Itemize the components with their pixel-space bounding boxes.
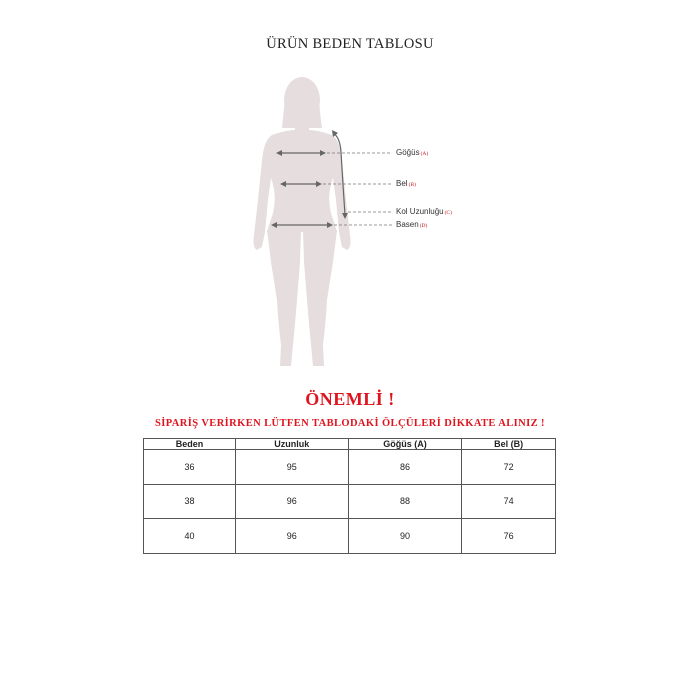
important-heading: ÖNEMLİ ! bbox=[305, 389, 395, 409]
size-table bbox=[143, 438, 556, 554]
table-cell: 96 bbox=[235, 484, 348, 519]
table-cell: 40 bbox=[144, 519, 236, 554]
table-header-row bbox=[144, 439, 556, 450]
table-cell: 38 bbox=[144, 484, 236, 519]
table-cell: 90 bbox=[348, 519, 462, 554]
table-row bbox=[144, 519, 556, 554]
chest-label-code: (A) bbox=[420, 151, 429, 157]
table-row bbox=[144, 484, 556, 519]
header-length: Uzunluk bbox=[235, 439, 348, 450]
waist-label-text: Bel bbox=[396, 179, 408, 188]
page-title: ÜRÜN BEDEN TABLOSU bbox=[266, 36, 434, 52]
chest-label-text: Göğüs bbox=[396, 148, 420, 157]
order-warning-text: SİPARİŞ VERİRKEN LÜTFEN TABLODAKİ ÖLÇÜLERİ DİKKATE ALINIZ ! bbox=[155, 418, 545, 429]
table-cell: 96 bbox=[235, 519, 348, 554]
table-cell: 76 bbox=[462, 519, 556, 554]
hip-label bbox=[396, 220, 427, 229]
table-cell: 95 bbox=[235, 450, 348, 485]
table-row bbox=[144, 450, 556, 485]
hip-label-code: (D) bbox=[419, 223, 428, 229]
table-cell: 74 bbox=[462, 484, 556, 519]
waist-label bbox=[396, 179, 416, 188]
header-waist: Bel (B) bbox=[462, 439, 556, 450]
chest-label bbox=[396, 148, 428, 157]
sleeve-label bbox=[396, 207, 452, 216]
table-cell: 72 bbox=[462, 450, 556, 485]
hip-label-text: Basen bbox=[396, 220, 419, 229]
header-size: Beden bbox=[144, 439, 236, 450]
table-cell: 36 bbox=[144, 450, 236, 485]
table-cell: 86 bbox=[348, 450, 462, 485]
waist-label-code: (B) bbox=[408, 182, 416, 188]
header-chest: Göğüs (A) bbox=[348, 439, 462, 450]
sleeve-label-code: (C) bbox=[444, 210, 452, 216]
table-cell: 88 bbox=[348, 484, 462, 519]
sleeve-label-text: Kol Uzunluğu bbox=[396, 207, 444, 216]
female-silhouette bbox=[253, 77, 350, 366]
